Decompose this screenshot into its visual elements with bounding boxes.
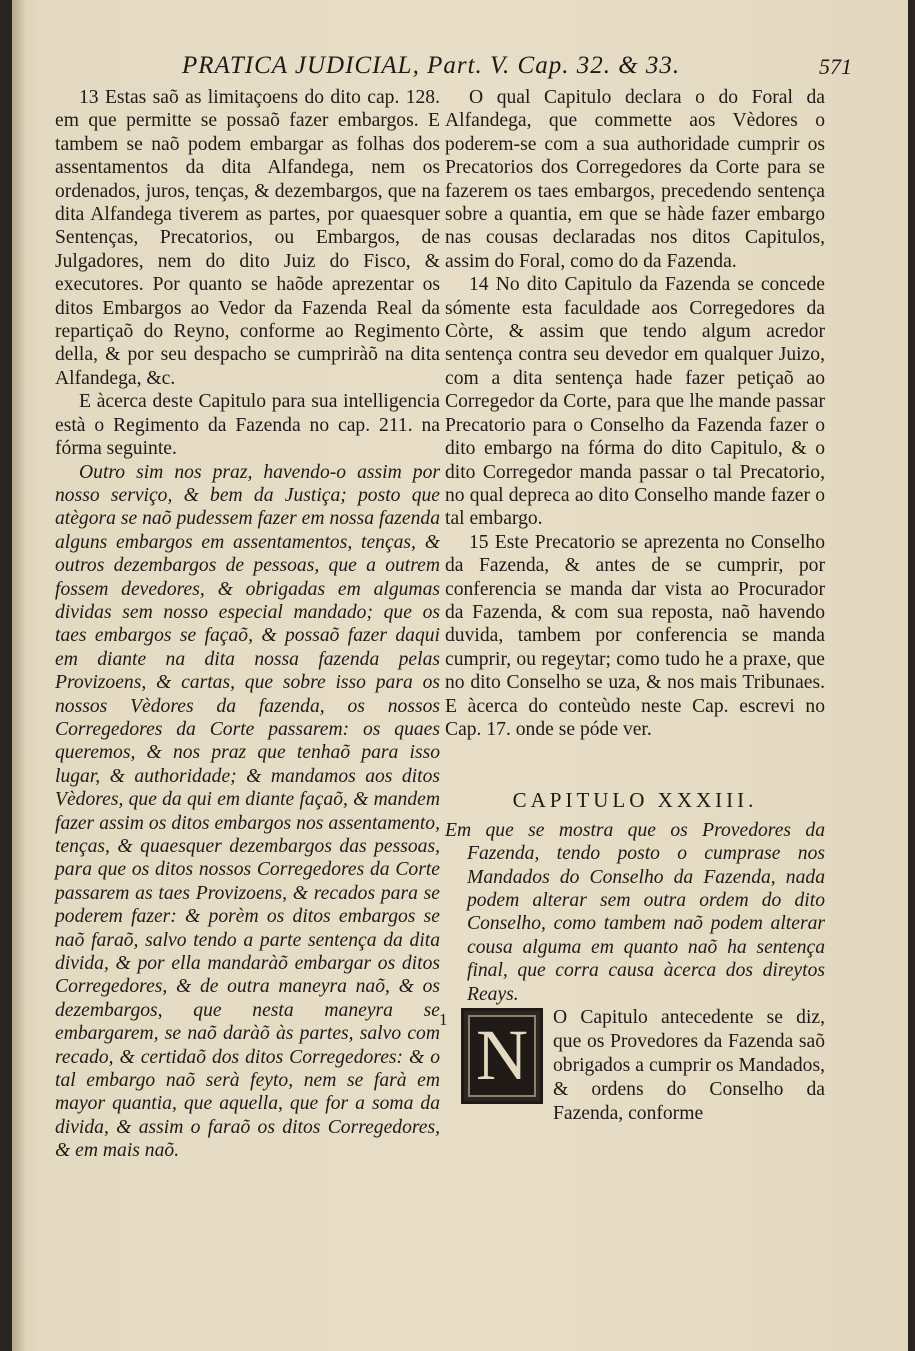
paragraph-14: 14 No dito Capitulo da Fazenda se concede sómente esta faculdade aos Corregedores da Còrte, & assim que tendo algum acredor sentença contra seu devedor em qualquer Juizo, com a dita sentença hade fazer petiçaõ ao Corregedor da Corte, para que lhe mande passar Precatorio para o Conselho da Fazenda fazer o dito embargo na fórma do dito Capitulo, & o dito Corregedor manda passar o tal Precatorio, no qual depreca ao dito Conselho mande fazer o tal embargo. <box>445 274 825 530</box>
dropcap-n: N <box>461 1008 543 1104</box>
first-paragraph-text: O Capitulo antecedente se diz, que os Provedores da Fazenda saõ obrigados a cumprir os Mandados, & ordens do Conselho da Fazenda, conforme <box>553 1007 825 1125</box>
right-column <box>439 86 825 1126</box>
paragraph-regimento-intro: E àcerca deste Capitulo para sua intelligencia està o Regimento da Fazenda no cap. 211. na fórma seguinte. <box>55 391 440 460</box>
paragraph-15: 15 Este Precatorio se aprezenta no Conselho da Fazenda, & antes de se cumprir, por conferencia se manda dar vista ao Procurador da Fazenda, & com sua reposta, naõ havendo duvida, tambem por conferencia se manda cumprir, ou regeytar; como tudo he a praxe, que no dito Conselho se uza, & nos mais Tribunaes. E àcerca do conteùdo neste Cap. escrevi no Cap. 17. onde se póde ver. <box>445 531 825 740</box>
regimento-quote: Outro sim nos praz, havendo-o assim por nosso serviço, & bem da Justiça; posto que atègora se naõ pudessem fazer em nossa fazenda alguns embargos em assentamentos, tenças, & outros dezembargos de pessoas, que a outrem fossem devedores, & obrigadas em algumas dividas sem nosso especial mandado; que os taes embargos se façaõ, & possaõ fazer daqui em diante na dita nossa fazenda pelas Provizoens, & cartas, que sobre isso para os nossos Vèdores da fazenda, os nossos Corregedores da Corte passarem: os quaes queremos, & nos praz que tenhaõ para isso lugar, & authoridade; & mandamos aos ditos Vèdores, que da qui em diante façaõ, & mandem fazer assim os ditos embargos nos assentamento, tenças, & quaesquer dezembargos das pessoas, para que os ditos nossos Corregedores da Corte passarem as taes Provizoens, & recados para se poderem fazer: & porèm os ditos embargos se naõ faraõ, salvo tendo a parte sentença da dita divida, & por ella mandaràõ embargar os ditos Corregedores, & de outra maneyra naõ, & os dezembargos, que nesta maneyra se embargarem, se naõ daràõ às partes, salvo com recado, & certidaõ dos ditos Corregedores: & o tal embargo naõ serà feyto, nem se farà em mayor quantia, que aquella, que for a soma da divida, & assim o faraõ os ditos Corregedores, & em mais naõ. <box>55 461 440 1162</box>
running-header <box>52 52 852 86</box>
chapter-first-paragraph <box>439 1006 825 1126</box>
page-number: 571 <box>819 54 852 79</box>
paragraph-13: 13 Estas saõ as limitaçoens do dito cap. 128. em que permitte se possaõ fazer embargos. E tambem se naõ podem embargar as folhas dos assentamentos da dita Alfandega, nem os ordenados, juros, tenças, & dezembargos, que na dita Alfandega tiverem as partes, por quaesquer Sentenças, Precatorios, ou Embargos, de Julgadores, nem do dito Juiz do Fisco, & executores. Por quanto se haõde aprezentar os ditos Embargos ao Vedor da Fazenda Real da repartiçaõ do Reyno, conforme ao Regimento della, & por seu despacho se cumpriràõ na dita Alfandega, &c. <box>55 87 440 389</box>
running-title: PRATICA JUDICIAL, Part. V. Cap. 32. & 33. <box>182 52 681 79</box>
chapter-summary: Em que se mostra que os Provedores da Fazenda, tendo posto o cumprase nos Mandados do Conselho da Fazenda, nada podem alterar sem outra ordem do dito Conselho, como tambem naõ podem alterar cousa alguma em quanto naõ ha sentença final, que corra causa àcerca dos direytos Reays. <box>445 819 825 1005</box>
paragraph-foral: O qual Capitulo declara o do Foral da Alfandega, que commette aos Vèdores o poderem-se com a sua authoridade cumprir os Precatorios dos Corregedores da Corte para se fazerem os taes embargos, precedendo sentença sobre a quantia, em que se hàde fazer embargo nas cousas declaradas nos ditos Capitulos, assim do Foral, como do da Fazenda. <box>445 87 825 272</box>
book-page <box>12 0 908 1351</box>
page-gutter <box>12 0 26 1351</box>
paragraph-number: 1 <box>439 1010 448 1030</box>
chapter-heading: CAPITULO XXXIII. <box>512 788 758 813</box>
left-column <box>55 86 440 1163</box>
